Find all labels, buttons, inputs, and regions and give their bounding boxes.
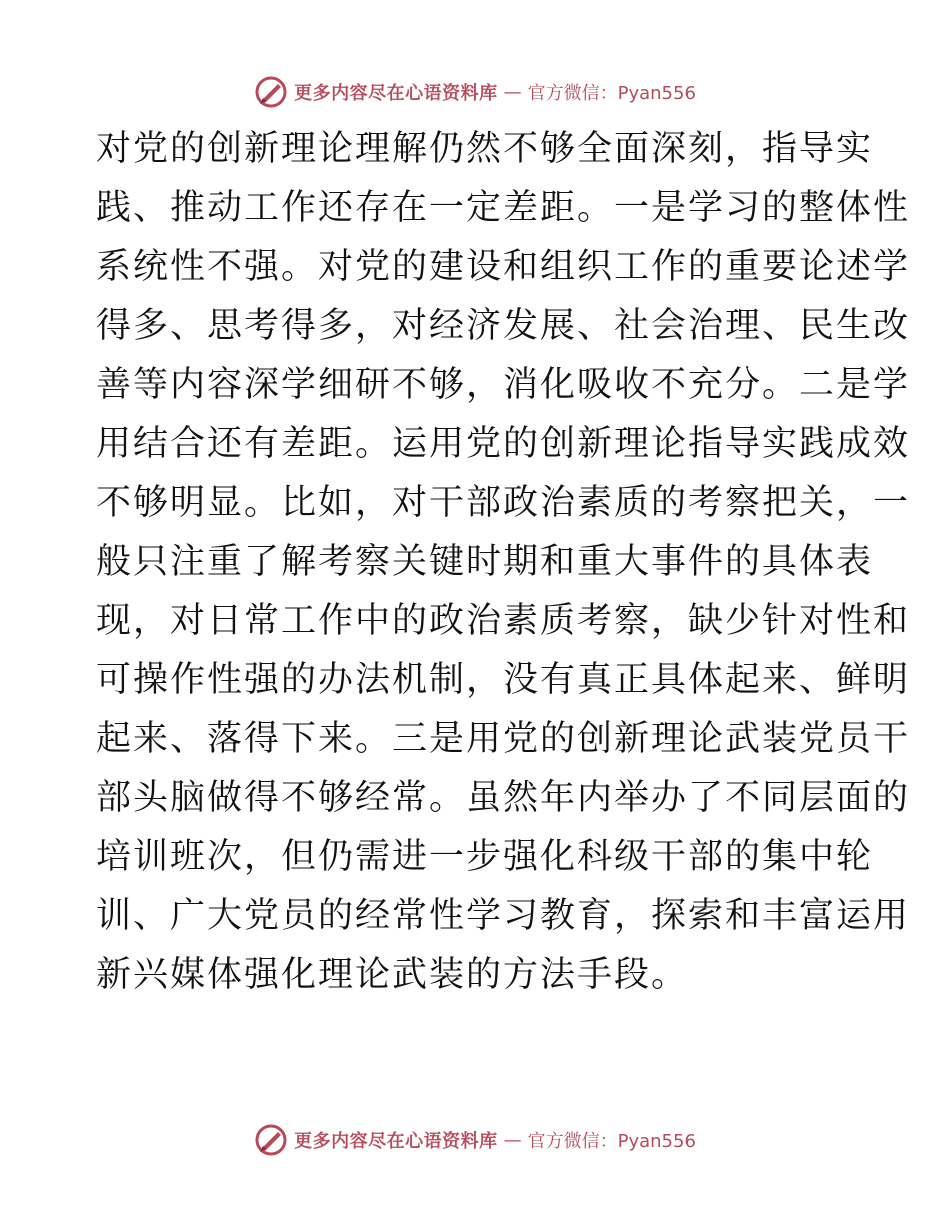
body-line-1: 对党的创新理论理解仍然不够全面深刻，指导实 [96,129,874,169]
body-line-2: 践、推动工作还存在一定差距。一是学习的整体性 [96,188,911,228]
body-line-4: 得多、思考得多，对经济发展、社会治理、民生改 [96,306,911,346]
body-line-14: 训、广大党员的经常性学习教育，探索和丰富运用 [96,896,911,936]
body-line-5: 善等内容深学细研不够，消化吸收不充分。二是学 [96,365,911,405]
footer-brand-text: 更多内容尽在心语资料库 [294,1131,498,1152]
header-separator: — [503,81,522,103]
body-line-12: 部头脑做得不够经常。虽然年内举办了不同层面的 [96,778,911,818]
body-line-9: 现，对日常工作中的政治素质考察，缺少针对性和 [96,601,911,641]
body-line-3: 系统性不强。对党的建设和组织工作的重要论述学 [96,247,911,287]
quill-logo-icon [254,75,288,109]
header-brand-text: 更多内容尽在心语资料库 [294,83,498,104]
footer-banner [0,1120,950,1160]
body-line-10: 可操作性强的办法机制，没有真正具体起来、鲜明 [96,660,911,700]
body-line-7: 不够明显。比如，对干部政治素质的考察把关，一 [96,483,911,523]
header-banner [0,72,950,112]
body-line-8: 般只注重了解考察关键时期和重大事件的具体表 [96,542,874,582]
body-line-15: 新兴媒体强化理论武装的方法手段。 [96,955,689,995]
footer-separator: — [503,1129,522,1151]
document-body [96,120,911,1005]
body-line-11: 起来、落得下来。三是用党的创新理论武装党员干 [96,719,911,759]
quill-logo-icon [254,1123,288,1157]
body-line-13: 培训班次，但仍需进一步强化科级干部的集中轮 [96,837,874,877]
footer-wechat-text: 官方微信：Pyan556 [527,1131,696,1152]
header-wechat-text: 官方微信：Pyan556 [527,83,696,104]
body-line-6: 用结合还有差距。运用党的创新理论指导实践成效 [96,424,911,464]
